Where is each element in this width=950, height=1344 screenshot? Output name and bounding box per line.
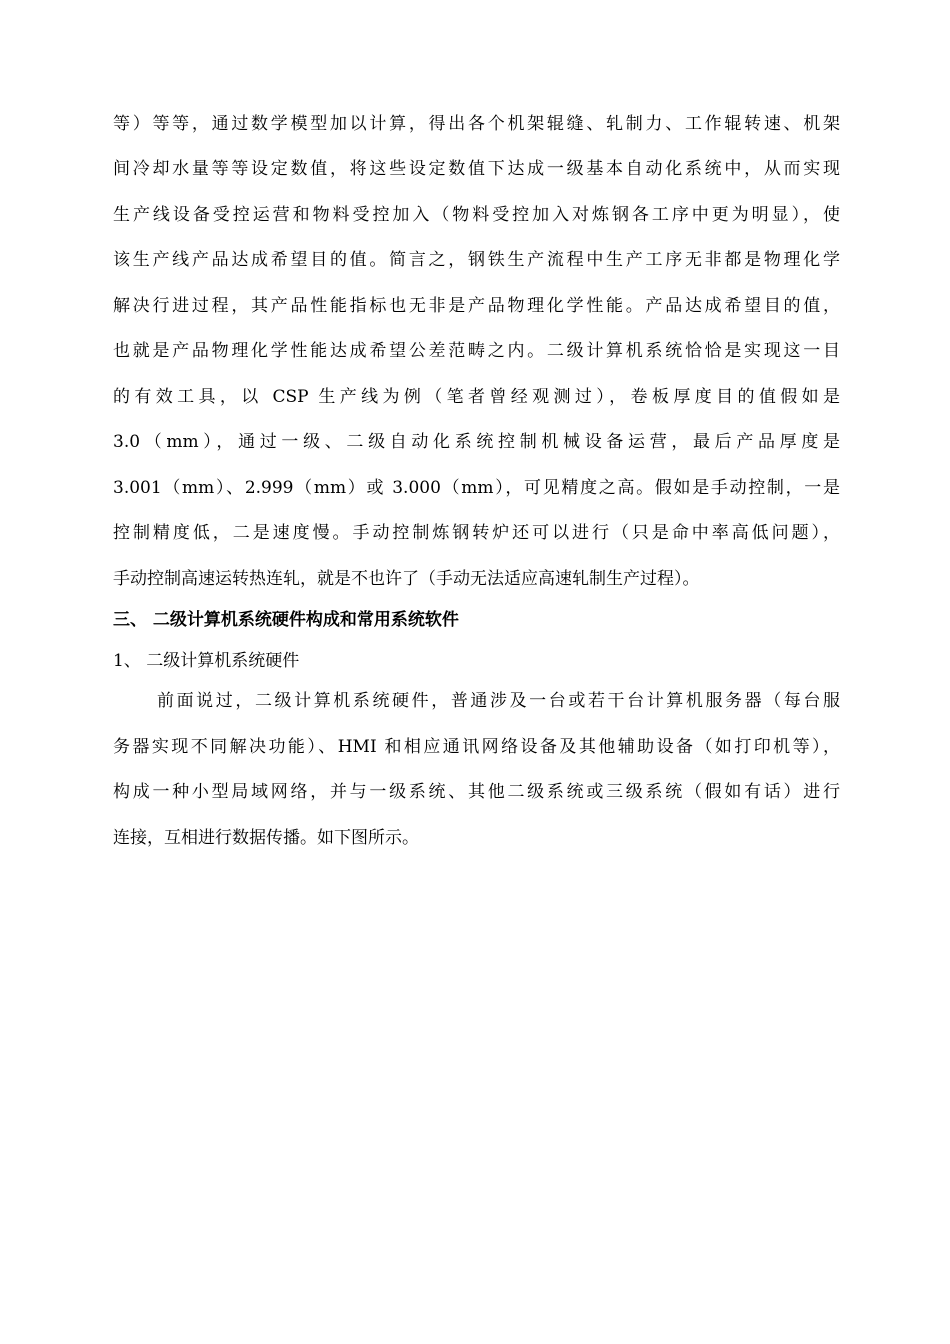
- paragraph1-line: 间冷却水量等等设定数值，将这些设定数值下达成一级基本自动化系统中，从而实现: [113, 159, 840, 179]
- paragraph2-line: 构成一种小型局域网络，并与一级系统、其他二级系统或三级系统（假如有话）进行: [113, 782, 840, 802]
- paragraph1-line: 等）等等，通过数学模型加以计算，得出各个机架辊缝、轧制力、工作辊转速、机架: [113, 114, 840, 134]
- paragraph1-line: 的有效工具，以 CSP 生产线为例（笔者曾经观测过），卷板厚度目的值假如是: [113, 387, 840, 407]
- subsection-heading: 1、 二级计算机系统硬件: [113, 651, 300, 671]
- paragraph1-line: 解决行进过程，其产品性能指标也无非是产品物理化学性能。产品达成希望目的值，: [113, 296, 840, 316]
- paragraph1-line: 生产线设备受控运营和物料受控加入（物料受控加入对炼钢各工序中更为明显），使: [113, 205, 840, 225]
- paragraph1-line: 手动控制高速运转热连轧，就是不也许了（手动无法适应高速轧制生产过程）。: [113, 569, 700, 589]
- paragraph2-line: 连接，互相进行数据传播。如下图所示。: [113, 828, 419, 848]
- section-heading: 三、 二级计算机系统硬件构成和常用系统软件: [113, 610, 459, 630]
- paragraph1-line: 也就是产品物理化学性能达成希望公差范畴之内。二级计算机系统恰恰是实现这一目: [113, 341, 840, 361]
- paragraph1-line: 3.001（mm）、2.999（mm）或 3.000（mm），可见精度之高。假如是手动控制，一是: [113, 478, 840, 498]
- paragraph2-line: 前面说过，二级计算机系统硬件，普通涉及一台或若干台计算机服务器（每台服: [157, 691, 840, 711]
- paragraph1-line: 控制精度低，二是速度慢。手动控制炼钢转炉还可以进行（只是命中率高低问题），: [113, 523, 840, 543]
- paragraph1-line: 3.0（mm），通过一级、二级自动化系统控制机械设备运营，最后产品厚度是: [113, 432, 840, 452]
- paragraph1-line: 该生产线产品达成希望目的值。简言之，钢铁生产流程中生产工序无非都是物理化学: [113, 250, 840, 270]
- paragraph2-line: 务器实现不同解决功能）、HMI 和相应通讯网络设备及其他辅助设备（如打印机等），: [113, 737, 840, 757]
